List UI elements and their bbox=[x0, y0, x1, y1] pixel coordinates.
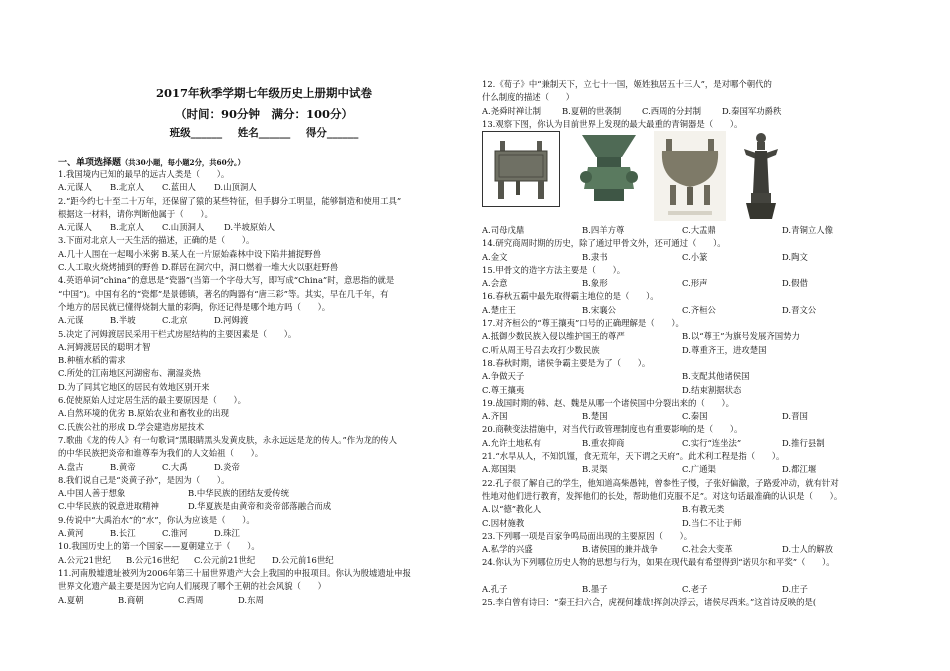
answer-options bbox=[482, 463, 902, 476]
answer-option[interactable]: C.西周 bbox=[178, 594, 204, 605]
class-field[interactable]: 班级______ bbox=[169, 127, 223, 139]
answer-option[interactable]: A.元谋 bbox=[58, 315, 84, 326]
answer-option[interactable]: B.支配其他诸侯国 bbox=[682, 371, 750, 382]
answer-options bbox=[482, 277, 902, 290]
answer-option[interactable]: C.形声 bbox=[682, 278, 708, 289]
answer-option[interactable]: C.大盂鼎 bbox=[682, 225, 716, 235]
answer-options bbox=[482, 437, 902, 450]
answer-option[interactable]: B.夏朝的世袭制 bbox=[562, 105, 622, 116]
right-question-list-bottom bbox=[482, 224, 902, 610]
answer-option[interactable]: B.以“尊王”为旗号发展齐国势力 bbox=[682, 331, 800, 342]
answer-options bbox=[58, 487, 470, 500]
answer-option[interactable]: A.中国人善于想象 bbox=[58, 488, 126, 499]
answer-option[interactable]: A.私学的兴盛 bbox=[482, 544, 533, 555]
question-text: 14.研究商周时期的历史，除了通过甲骨文外，还可通过（ ）。 bbox=[482, 238, 726, 249]
question-text: “中国”)。中国有名的“瓷都”是景德镇，著名的陶器有“唐三彩”等。其实，早在几千年，有 bbox=[58, 288, 389, 299]
question-text: 10.我国历史上的第一个国家——夏朝建立于（ ）。 bbox=[58, 541, 260, 552]
question-text: 世界文化遗产最主要是因为它向人们展现了哪个王朝的社会风貌（ ） bbox=[58, 581, 326, 592]
student-info-fields bbox=[58, 127, 470, 140]
dayu-ding-image bbox=[654, 131, 726, 221]
question-text: A.几十人围在一起喝小米粥 B.某人在一片原始森林中设下陷井捕捉野兽 bbox=[58, 248, 322, 259]
answer-option[interactable]: A.公元21世纪 bbox=[58, 554, 111, 565]
question-text: C.所处的江南地区河湖密布、潮湿炎热 bbox=[58, 368, 201, 379]
question-text: 22.孔子很了解自己的学生，他知道高柴愚钝，曾参性子慢，子张好偏激，子路爱冲动，就有针对 bbox=[482, 477, 839, 488]
answer-options bbox=[482, 304, 902, 317]
answer-option[interactable]: D.炎帝 bbox=[214, 461, 240, 472]
question-text: A.自然环境的优劣 B.原始农业和畜牧业的出现 bbox=[58, 408, 229, 419]
answer-option[interactable]: C.秦国 bbox=[682, 411, 708, 422]
answer-option[interactable]: A.抵御少数民族入侵以维护国王的尊严 bbox=[482, 331, 625, 342]
question-text: 的中华民族把炎帝和谁尊奉为我们的人文始祖（ ）。 bbox=[58, 448, 264, 459]
answer-option[interactable]: A.齐国 bbox=[482, 411, 508, 422]
answer-options bbox=[58, 461, 470, 474]
answer-option[interactable]: C.尊王攘夷 bbox=[482, 384, 525, 395]
answer-option[interactable]: B.黄帝 bbox=[110, 461, 136, 472]
simuwu-ding-image bbox=[482, 131, 560, 207]
answer-option[interactable]: C.大禹 bbox=[162, 461, 188, 472]
answer-option[interactable]: C.老子 bbox=[682, 584, 708, 595]
answer-option[interactable]: D.晋文公 bbox=[782, 304, 817, 315]
answer-options bbox=[482, 543, 902, 556]
answer-option[interactable]: D.晋国 bbox=[782, 411, 808, 422]
answer-option[interactable]: C.齐桓公 bbox=[682, 304, 716, 315]
answer-option[interactable]: A.夏朝 bbox=[58, 594, 84, 605]
question-text: 13.观察下图，你认为目前世界上发现的最大最重的青铜器是（ ）。 bbox=[482, 118, 743, 129]
question-text: 5.决定了河姆渡居民采用干栏式房屋结构的主要因素是（ ）。 bbox=[58, 328, 297, 339]
question-text: A.河姆渡居民的聪明才智 bbox=[58, 341, 151, 352]
answer-options bbox=[482, 503, 902, 516]
answer-option[interactable]: C.蓝田人 bbox=[162, 182, 196, 193]
question-text: 个地方的居民就已懂得烧制大量的彩陶，你还记得是哪个地方吗（ ）。 bbox=[58, 301, 331, 312]
answer-option[interactable]: B.隶书 bbox=[582, 251, 608, 262]
answer-option[interactable]: A.尧舜时禅让制 bbox=[482, 105, 541, 116]
answer-options bbox=[58, 221, 470, 234]
question-text: 4.英语单词“china”的意思是“瓷器”(当第一个字母大写，即写成“China”时，意思指的就是 bbox=[58, 275, 395, 286]
answer-option[interactable]: D.推行县制 bbox=[782, 437, 825, 448]
question-text: 12.《荀子》中“兼制天下，立七十一国，姬姓独居五十三人”，是对哪个朝代的 bbox=[482, 79, 772, 89]
answer-option[interactable]: A.金文 bbox=[482, 251, 508, 262]
question-text: 3.下面对北京人一天生活的描述，正确的是（ ）。 bbox=[58, 235, 255, 246]
question-text: C.氏族公社的形成 D.学会建造房屋技术 bbox=[58, 421, 205, 432]
siyang-fangzun-image bbox=[574, 131, 644, 207]
answer-options bbox=[58, 500, 470, 513]
question-text: 什么制度的描述（ ） bbox=[482, 92, 575, 103]
answer-option[interactable]: D.陶文 bbox=[782, 251, 808, 262]
answer-option[interactable]: D.青铜立人像 bbox=[782, 225, 833, 235]
answer-option[interactable]: D.都江堰 bbox=[782, 464, 817, 475]
exam-subtitle: （时间：90分钟 满分：100分） bbox=[174, 107, 353, 121]
question-text: 8.我们说自己是“炎黄子孙”，是因为（ ）。 bbox=[58, 474, 230, 485]
answer-option[interactable]: B.半坡 bbox=[110, 315, 136, 326]
answer-options bbox=[482, 410, 902, 423]
answer-option[interactable]: B.象形 bbox=[582, 278, 608, 289]
answer-option[interactable]: D.尊重齐王，进攻楚国 bbox=[682, 344, 767, 355]
answer-option[interactable]: C.山顶洞人 bbox=[162, 222, 205, 233]
question-text: 性地对他们进行教育，发挥他们的长处，帮助他们克服不足”。对这句话最准确的认识是（ ）。 bbox=[482, 490, 843, 501]
answer-option[interactable]: B.重农抑商 bbox=[582, 437, 625, 448]
answer-option[interactable]: B.灵渠 bbox=[582, 464, 608, 475]
spacer-line bbox=[482, 570, 902, 583]
answer-option[interactable]: B.北京人 bbox=[110, 182, 144, 193]
answer-option[interactable]: D.公元前16世纪 bbox=[272, 554, 334, 565]
bronze-standing-figure-image bbox=[736, 131, 786, 223]
bronze-figure-row bbox=[482, 131, 902, 223]
answer-option[interactable]: B.商朝 bbox=[118, 594, 144, 605]
question-text: 9.传说中“大禹治水”的“水”，你认为应该是（ ）。 bbox=[58, 514, 255, 525]
answer-option[interactable]: D.珠江 bbox=[214, 528, 240, 539]
answer-option[interactable]: B.宋襄公 bbox=[582, 304, 616, 315]
answer-option[interactable]: A.楚庄王 bbox=[482, 304, 516, 315]
question-text: 2.“距今约七十至二十万年，还保留了猿的某些特征，但手脚分工明显，能够制造和使用工具” bbox=[58, 195, 402, 206]
answer-option[interactable]: D.结束割据状态 bbox=[682, 384, 742, 395]
answer-option[interactable]: D.当仁不让于师 bbox=[682, 517, 742, 528]
left-question-list bbox=[58, 168, 470, 607]
answer-option[interactable]: A.元谋人 bbox=[58, 222, 92, 233]
answer-option[interactable]: A.盘古 bbox=[58, 461, 84, 472]
answer-option[interactable]: C.因材施教 bbox=[482, 517, 525, 528]
answer-option[interactable]: C.中华民族的锐意进取精神 bbox=[58, 501, 159, 512]
answer-option[interactable]: A.允许土地私有 bbox=[482, 437, 541, 448]
answer-option[interactable]: A.孔子 bbox=[482, 584, 508, 595]
answer-option[interactable]: C.广通渠 bbox=[682, 464, 716, 475]
exam-title: 2017年秋季学期七年级历史上册期中试卷 bbox=[155, 86, 372, 100]
question-text: 17.对齐桓公的“尊王攘夷”口号的正确理解是（ ）。 bbox=[482, 318, 684, 329]
answer-option[interactable]: B.墨子 bbox=[582, 584, 608, 595]
answer-option[interactable]: B.长江 bbox=[110, 528, 136, 539]
section-title: 一、单项选择题 bbox=[58, 158, 122, 168]
answer-option[interactable]: A.郑国渠 bbox=[482, 464, 516, 475]
answer-options bbox=[58, 594, 470, 607]
question-text: C.人工取火烧烤捕到的野兽 D.群居在洞穴中，洞口燃着一堆大火以驱赶野兽 bbox=[58, 262, 339, 273]
section-note: （共30小题，每小题2分，共60分。） bbox=[121, 158, 245, 167]
answer-option[interactable]: D.庄子 bbox=[782, 584, 808, 595]
answer-option[interactable]: A.会意 bbox=[482, 278, 508, 289]
answer-option[interactable]: D.半坡原始人 bbox=[224, 222, 275, 233]
answer-option[interactable]: D.华夏族是由黄帝和炎帝部落融合而成 bbox=[188, 501, 332, 512]
answer-option[interactable]: A.以“德”教化人 bbox=[482, 504, 542, 515]
answer-option[interactable]: B.有教无类 bbox=[682, 504, 725, 515]
answer-options bbox=[58, 314, 470, 327]
question-text: 25.李白曾有诗曰：“秦王扫六合，虎视何雄哉!挥剑决浮云，诸侯尽西来。”这首诗反映的是( bbox=[482, 597, 817, 608]
question-text: 16.春秋五霸中最先取得霸主地位的是（ ）。 bbox=[482, 291, 659, 302]
answer-option[interactable]: D.假借 bbox=[782, 278, 808, 289]
answer-options bbox=[482, 251, 902, 264]
question-text: 11.河南殷墟遗址被列为2006年第三十届世界遗产大会上我国的申报项目。你认为殷墟遗址申报 bbox=[58, 567, 411, 578]
question-text: 18.春秋时期，诸侯争霸主要是为了（ ）。 bbox=[482, 357, 651, 368]
answer-options bbox=[482, 517, 902, 530]
answer-option[interactable]: A.司母戊鼎 bbox=[482, 225, 525, 235]
right-question-list-top bbox=[482, 78, 902, 131]
answer-options bbox=[482, 224, 902, 237]
answer-option[interactable]: B.公元16世纪 bbox=[126, 554, 179, 565]
answer-option[interactable]: C.社会大变革 bbox=[682, 544, 733, 555]
answer-option[interactable]: C.公元前21世纪 bbox=[194, 554, 256, 565]
answer-option[interactable]: B.中华民族的团结友爱传统 bbox=[188, 488, 289, 499]
question-text: 1.我国境内已知的最早的远古人类是（ ）。 bbox=[58, 169, 230, 179]
answer-option[interactable]: D.秦国军功爵秩 bbox=[722, 105, 782, 116]
question-text: 21.“水旱从人，不知饥馑，食无荒年，天下谓之天府”。此术利工程是指（ ）。 bbox=[482, 451, 785, 462]
answer-option[interactable]: C.实行“连坐法” bbox=[682, 437, 742, 448]
answer-option[interactable]: A.争做天子 bbox=[482, 371, 525, 382]
answer-options bbox=[482, 370, 902, 383]
answer-options bbox=[482, 583, 902, 596]
question-text: 6.促使原始人过定居生活的最主要原因是（ ）。 bbox=[58, 395, 247, 406]
answer-option[interactable]: B.诸侯国的兼并战争 bbox=[582, 544, 658, 555]
answer-options bbox=[482, 330, 902, 343]
question-text: 23.下列哪一项是百家争鸣局面出现的主要原因（ ）。 bbox=[482, 530, 693, 541]
answer-option[interactable]: C.西周的分封制 bbox=[642, 105, 702, 116]
answer-options bbox=[482, 344, 902, 357]
answer-option[interactable]: B.楚国 bbox=[582, 411, 608, 422]
answer-options bbox=[58, 554, 470, 567]
question-text: B.种植水稻的需求 bbox=[58, 355, 126, 366]
answer-options bbox=[482, 105, 902, 118]
question-text: 根据这一材料，请你判断他属于（ ）。 bbox=[58, 208, 213, 219]
question-text: 7.歌曲《龙的传人》有一句歌词“黑眼睛黑头发黄皮肤，永永远远是龙的传人。”作为龙的传人 bbox=[58, 434, 397, 445]
answer-option[interactable]: B.北京人 bbox=[110, 222, 144, 233]
name-field[interactable]: 姓名______ bbox=[237, 127, 291, 139]
answer-option[interactable]: C.淮河 bbox=[162, 528, 188, 539]
answer-options bbox=[482, 384, 902, 397]
answer-option[interactable]: B.四羊方尊 bbox=[582, 225, 625, 235]
question-text: 19.战国时期的韩、赵、魏是从哪一个诸侯国中分裂出来的（ ）。 bbox=[482, 397, 734, 408]
answer-option[interactable]: D.士人的解放 bbox=[782, 544, 833, 555]
answer-option[interactable]: A.元谋人 bbox=[58, 182, 92, 193]
answer-option[interactable]: C.小篆 bbox=[682, 251, 708, 262]
answer-options bbox=[58, 181, 470, 194]
question-text: 20.商鞅变法措施中，对当代行政管理制度也有重要影响的是（ ）。 bbox=[482, 424, 743, 435]
question-text: 24.你认为下列哪位历史人物的思想与行为，如果在现代最有希望得到“诺贝尔和平奖”（ ）。 bbox=[482, 557, 835, 568]
answer-options bbox=[58, 527, 470, 540]
answer-option[interactable]: D.山顶洞人 bbox=[214, 182, 257, 193]
answer-option[interactable]: D.东周 bbox=[238, 594, 264, 605]
answer-option[interactable]: A.黄河 bbox=[58, 528, 84, 539]
score-field[interactable]: 得分______ bbox=[305, 127, 359, 139]
question-text: 15.甲骨文的造字方法主要是（ ）。 bbox=[482, 264, 626, 275]
answer-option[interactable]: C.北京 bbox=[162, 315, 188, 326]
question-text: D.为了同其它地区的居民有效地区别开来 bbox=[58, 381, 210, 392]
answer-option[interactable]: C.听从周王号召去攻打少数民族 bbox=[482, 344, 600, 355]
answer-option[interactable]: D.河姆渡 bbox=[214, 315, 249, 326]
